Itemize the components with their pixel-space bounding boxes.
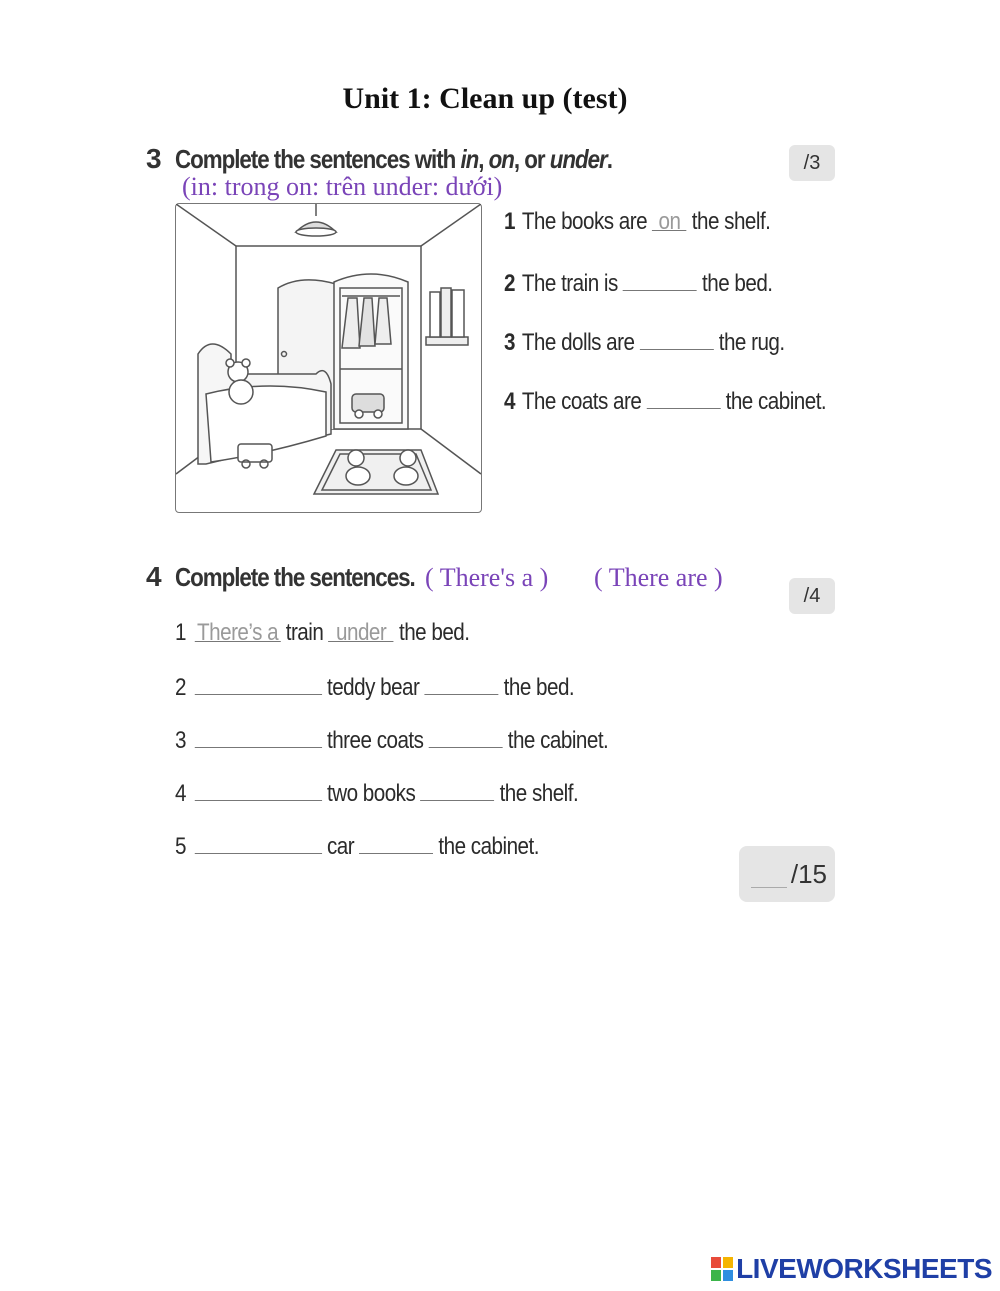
s4-sentence-3: 3 three coats the cabinet. bbox=[175, 727, 609, 754]
s4-answer-1a[interactable]: There’s a bbox=[195, 619, 281, 642]
s3-sentence-1: 1 The books are on the shelf. bbox=[504, 208, 771, 235]
section-3-score: /3 bbox=[789, 145, 835, 181]
logo-text: LIVEWORKSHEETS bbox=[736, 1253, 992, 1284]
bedroom-drawing bbox=[176, 204, 481, 512]
s3-sentence-4: 4 The coats are the cabinet. bbox=[504, 388, 827, 415]
s4-answer-1b[interactable]: under bbox=[328, 619, 393, 642]
s4-sentence-1: 1 There’s a train under the bed. bbox=[175, 619, 470, 646]
total-score-blank[interactable] bbox=[751, 861, 787, 888]
s3-answer-1[interactable]: on bbox=[652, 208, 686, 231]
total-score: /15 bbox=[739, 846, 835, 902]
s4-answer-3a[interactable] bbox=[195, 725, 322, 748]
section-4-number: 4 bbox=[146, 561, 162, 592]
section-4-hint-1: ( There's a ) bbox=[425, 563, 549, 592]
s4-answer-5b[interactable] bbox=[359, 831, 433, 854]
s3-answer-3[interactable] bbox=[640, 327, 714, 350]
section-4-score: /4 bbox=[789, 578, 835, 614]
section-3-hint: (in: trong on: trên under: dưới) bbox=[182, 172, 503, 201]
s3-sentence-2: 2 The train is the bed. bbox=[504, 270, 773, 297]
logo-icon bbox=[711, 1257, 733, 1281]
section-4-hint-2: ( There are ) bbox=[594, 563, 723, 592]
section-3-number: 3 bbox=[146, 143, 162, 174]
liveworksheets-logo bbox=[711, 1253, 992, 1285]
s4-answer-5a[interactable] bbox=[195, 831, 322, 854]
s4-answer-4a[interactable] bbox=[195, 778, 322, 801]
s3-answer-4[interactable] bbox=[647, 386, 721, 409]
page-title: Unit 1: Clean up (test) bbox=[342, 82, 628, 115]
s3-sentence-3: 3 The dolls are the rug. bbox=[504, 329, 785, 356]
s4-answer-3b[interactable] bbox=[429, 725, 503, 748]
s4-answer-2b[interactable] bbox=[425, 672, 499, 695]
s4-sentence-5: 5 car the cabinet. bbox=[175, 833, 539, 860]
section-3-instruction: Complete the sentences with in, on, or under. bbox=[175, 144, 612, 174]
s4-sentence-2: 2 teddy bear the bed. bbox=[175, 674, 575, 701]
s4-sentence-4: 4 two books the shelf. bbox=[175, 780, 579, 807]
s3-answer-2[interactable] bbox=[623, 268, 697, 291]
s4-answer-2a[interactable] bbox=[195, 672, 322, 695]
bedroom-illustration bbox=[175, 203, 482, 513]
s4-answer-4b[interactable] bbox=[420, 778, 494, 801]
section-4-instruction: Complete the sentences. bbox=[175, 562, 415, 592]
